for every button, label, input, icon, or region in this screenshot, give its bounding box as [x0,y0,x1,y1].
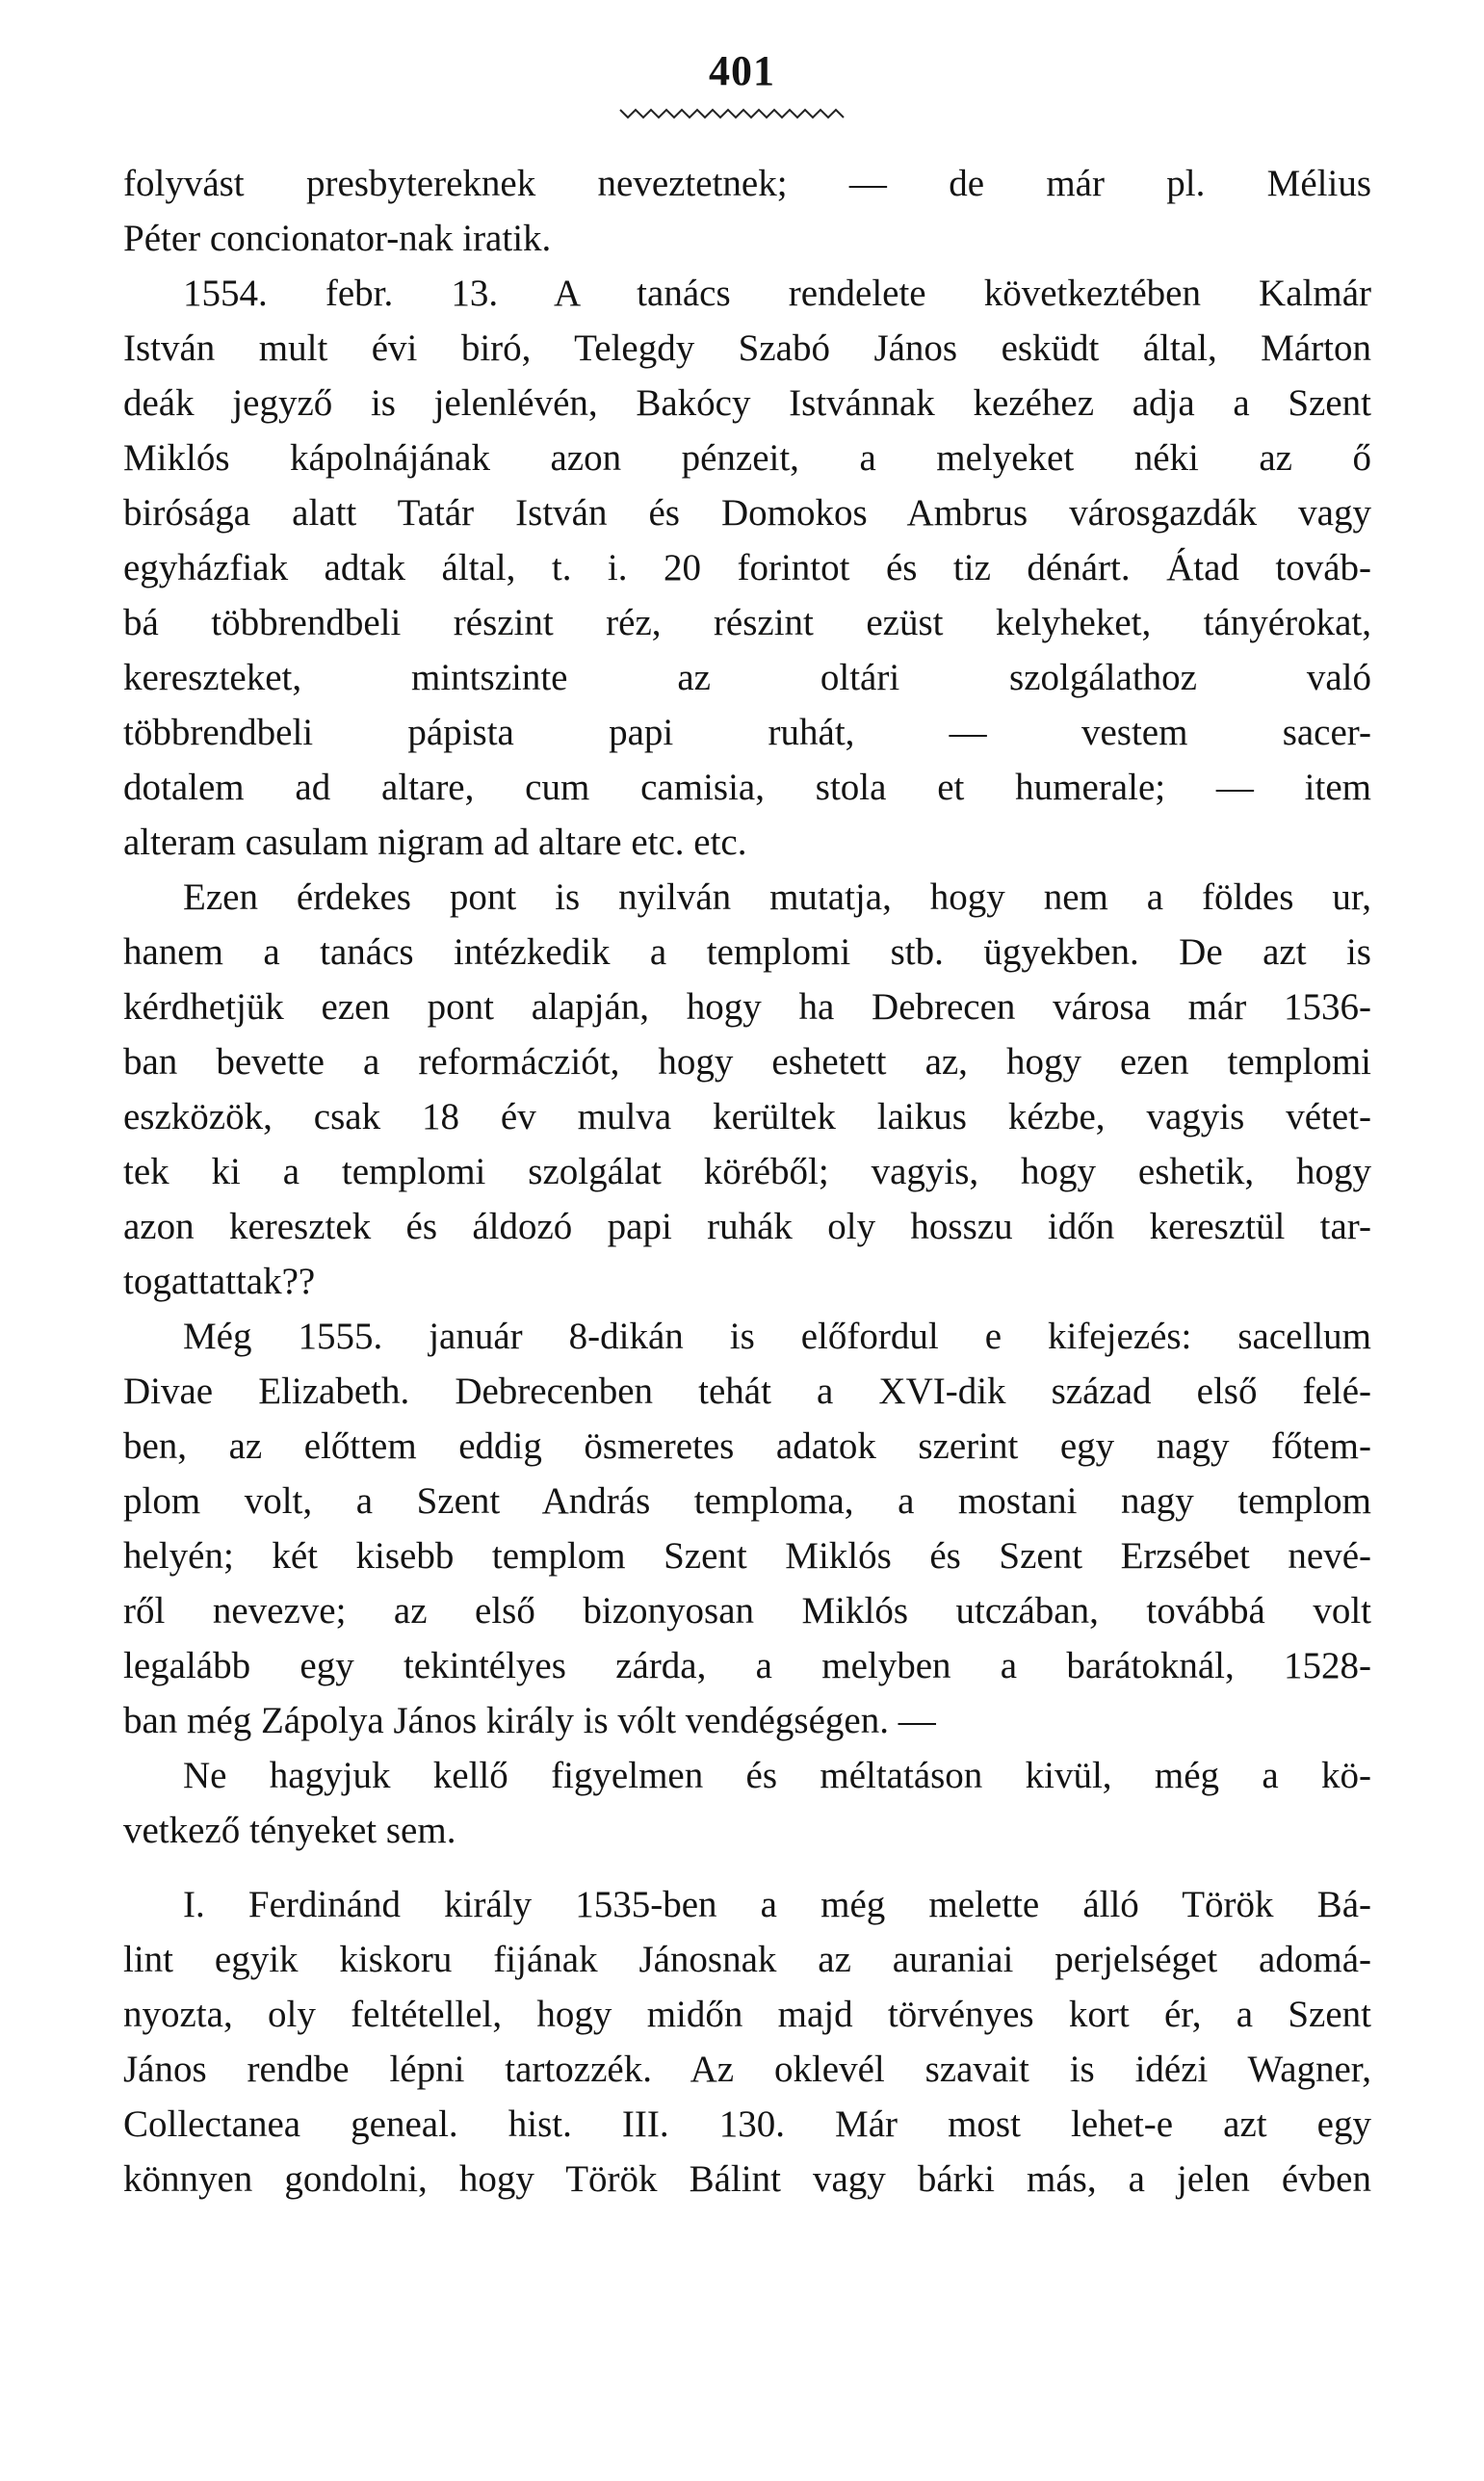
text-line: nyozta, oly feltétellel, hogy midőn majd törvényes kort ér, a Szent [123,1994,1371,2035]
text-line: azon keresztek és áldozó papi ruhák oly hosszu időn keresztül tar- [123,1206,1371,1247]
text-line: lint egyik kiskoru fijának Jánosnak az auraniai perjelséget adomá- [123,1939,1371,1980]
text-line: kérdhetjük ezen pont alapján, hogy ha Debrecen városa már 1536- [123,986,1371,1028]
text-line: togattattak?? [123,1261,316,1302]
text-line: kereszteket, mintszinte az oltári szolgálathoz való [123,657,1371,698]
ornament-divider [616,104,847,121]
text-line: tek ki a templomi szolgálat köréből; vagyis, hogy eshetik, hogy [123,1151,1371,1192]
text-line: Ezen érdekes pont is nyilván mutatja, hogy nem a földes ur, [183,876,1371,918]
text-line: többrendbeli pápista papi ruhát, — vestem sacer- [123,712,1371,753]
body-text [123,156,1371,2207]
text-line: könnyen gondolni, hogy Török Bálint vagy bárki más, a jelen évben [123,2158,1371,2200]
text-line: Divae Elizabeth. Debrecenben tehát a XVI-dik század első felé- [123,1371,1371,1412]
text-line: helyén; két kisebb templom Szent Miklós és Szent Erzsébet nevé- [123,1535,1371,1577]
text-line: Collectanea geneal. hist. III. 130. Már most lehet-e azt egy [123,2103,1371,2145]
text-line: ban bevette a reformácziót, hogy eshetett az, hogy ezen templomi [123,1041,1371,1083]
text-line: egyházfiak adtak által, t. i. 20 forintot és tiz dénárt. Átad továb- [123,547,1371,588]
text-line: deák jegyző is jelenlévén, Bakócy Istvánnak kezéhez adja a Szent [123,382,1371,424]
text-line: 1554. febr. 13. A tanács rendelete következtében Kalmár [183,273,1371,314]
text-line: folyvást presbytereknek neveztetnek; — de már pl. Mélius [123,163,1371,204]
text-line: Miklós kápolnájának azon pénzeit, a melyeket néki az ő [123,437,1371,479]
text-line: János rendbe lépni tartozzék. Az oklevél szavait is idézi Wagner, [123,2049,1371,2090]
text-line: vetkező tényeket sem. [123,1810,456,1851]
text-line: alteram casulam nigram ad altare etc. etc. [123,822,747,863]
text-line: birósága alatt Tatár István és Domokos Ambrus városgazdák vagy [123,492,1371,534]
text-line: hanem a tanács intézkedik a templomi stb. ügyekben. De azt is [123,931,1371,973]
text-line: ban még Zápolya János király is vólt vendégségen. — [123,1700,936,1741]
page-number: 401 [709,47,775,94]
text-line: Ne hagyjuk kellő figyelmen és méltatáson kivül, még a kö- [183,1755,1371,1796]
text-line: ről nevezve; az első bizonyosan Miklós utczában, továbbá volt [123,1590,1371,1632]
text-line: I. Ferdinánd király 1535-ben a még melette álló Török Bá- [183,1884,1371,1925]
text-line: dotalem ad altare, cum camisia, stola et humerale; — item [123,767,1371,808]
text-line: István mult évi biró, Telegdy Szabó János esküdt által, Márton [123,327,1371,369]
text-line: Péter concionator-nak iratik. [123,218,552,259]
text-line: bá többrendbeli részint réz, részint ezüst kelyheket, tányérokat, [123,602,1371,643]
text-line: Még 1555. január 8-dikán is előfordul e kifejezés: sacellum [183,1316,1371,1357]
text-line: legalább egy tekintélyes zárda, a melyben a barátoknál, 1528- [123,1645,1371,1686]
text-line: eszközök, csak 18 év mulva kerültek laikus kézbe, vagyis vétet- [123,1096,1371,1137]
text-line: ben, az előttem eddig ösmeretes adatok szerint egy nagy főtem- [123,1425,1371,1467]
text-line: plom volt, a Szent András temploma, a mostani nagy templom [123,1480,1371,1522]
